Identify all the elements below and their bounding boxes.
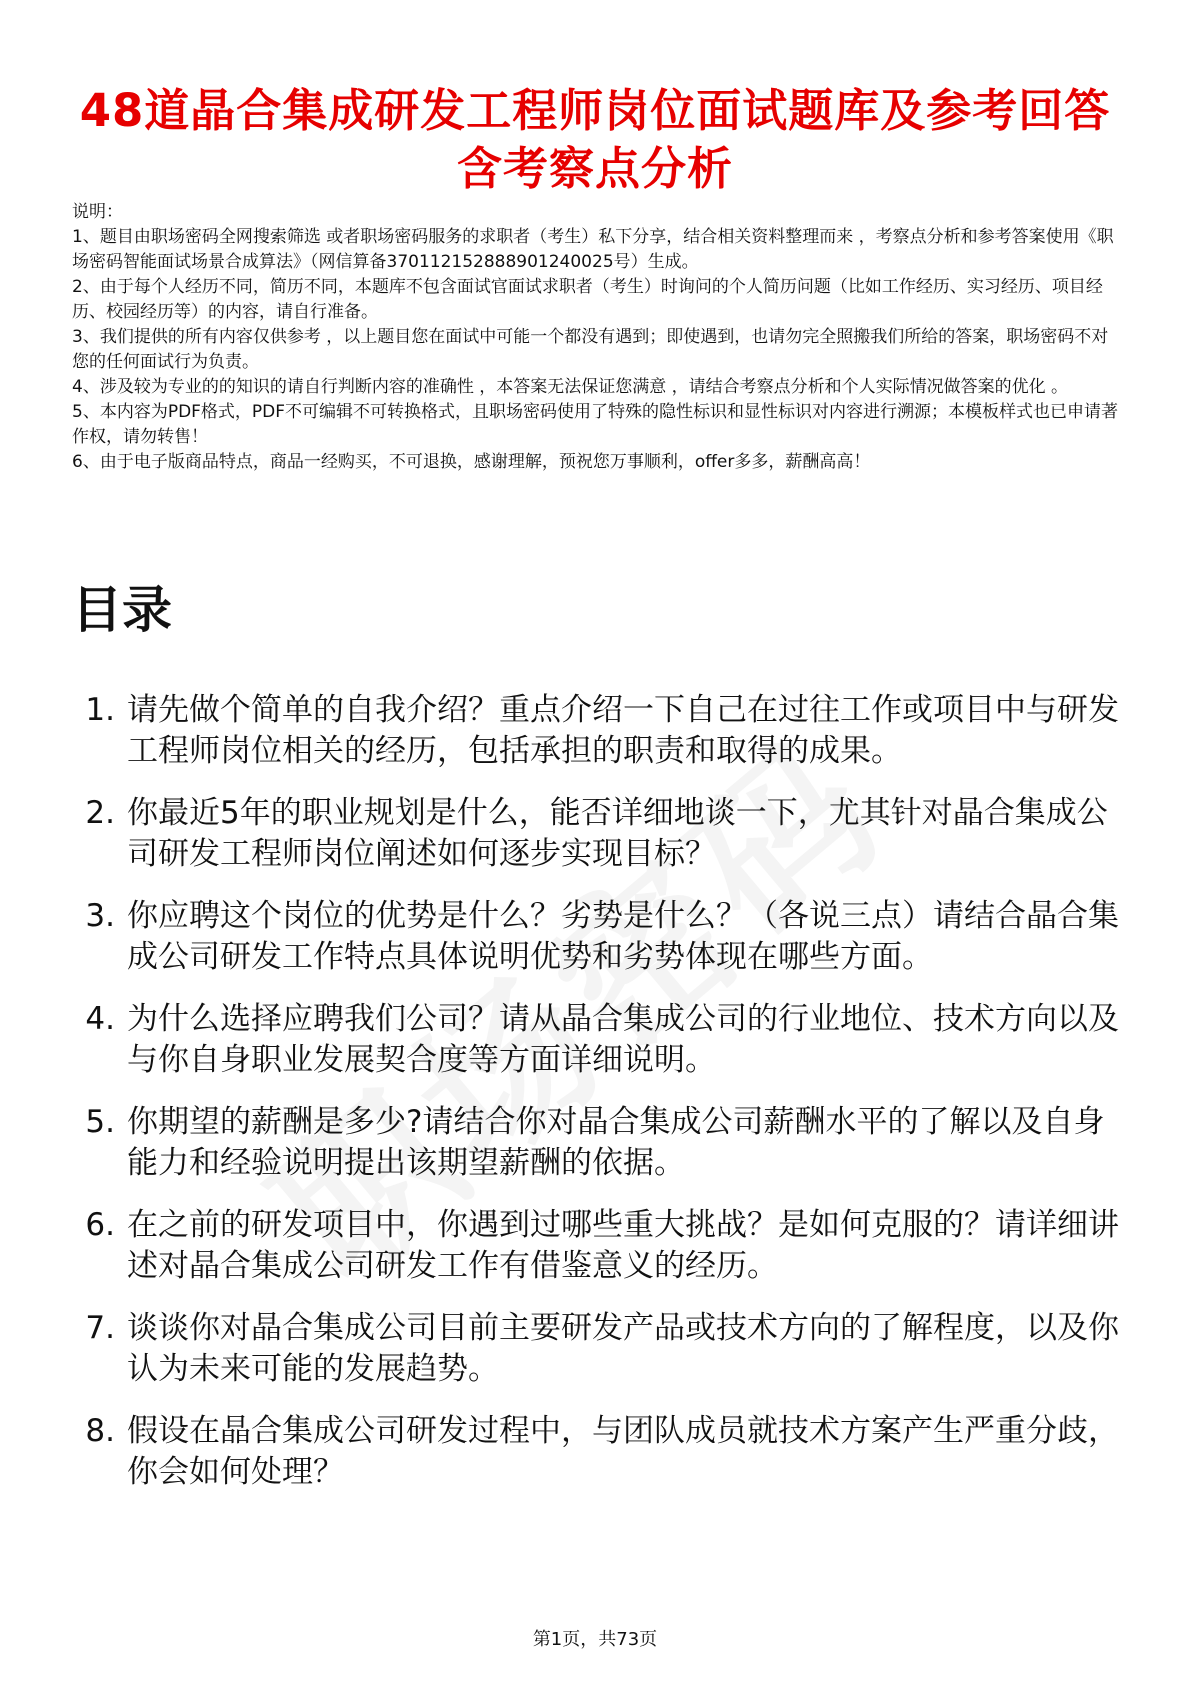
toc-item-text: 请先做个简单的自我介绍？重点介绍一下自己在过往工作或项目中与研发工程师岗位相关的经历，包括承担的职责和取得的成果。 [127, 692, 1119, 769]
toc-item [72, 896, 1132, 978]
note-item: 3、我们提供的所有内容仅供参考 ，以上题目您在面试中可能一个都没有遇到；即使遇到，也请勿完全照搬我们所给的答案，职场密码不对您的任何面试行为负责。 [72, 327, 1109, 372]
note-item: 5、本内容为PDF格式，PDF不可编辑不可转换格式，且职场密码使用了特殊的隐性标识和显性标识对内容进行溯源；本模板样式也已申请著作权，请勿转售！ [72, 402, 1119, 447]
note-item: 6、由于电子版商品特点，商品一经购买，不可退换，感谢理解，预祝您万事顺利，offer多多，薪酬高高！ [72, 452, 871, 472]
toc-item-number: 3. [85, 898, 115, 934]
page-number-footer: 第1页，共73页 [532, 1629, 658, 1650]
note-item: 1、题目由职场密码全网搜索筛选 或者职场密码服务的求职者（考生）私下分享，结合相关资料整理而来 ，考察点分析和参考答案使用《职场密码智能面试场景合成算法》（网信算备370112152888901240025号）生成。 [72, 227, 1114, 272]
toc-item [72, 1308, 1132, 1390]
toc-item-text: 为什么选择应聘我们公司？请从晶合集成公司的行业地位、技术方向以及与你自身职业发展契合度等方面详细说明。 [127, 1001, 1119, 1078]
toc-item-number: 2. [85, 795, 115, 831]
toc-item-number: 7. [85, 1310, 115, 1346]
notes-label: 说明： [72, 202, 123, 222]
toc-item-text: 假设在晶合集成公司研发过程中，与团队成员就技术方案产生严重分歧，你会如何处理？ [127, 1413, 1119, 1490]
toc-item-text: 你期望的薪酬是多少?请结合你对晶合集成公司薪酬水平的了解以及自身能力和经验说明提出该期望薪酬的依据。 [127, 1104, 1105, 1181]
toc-item [72, 999, 1132, 1081]
toc-item [72, 793, 1132, 875]
toc-list [72, 690, 1132, 1514]
toc-item [72, 690, 1132, 772]
toc-item-number: 1. [85, 692, 115, 728]
toc-item-number: 5. [85, 1104, 115, 1140]
toc-item-text: 在之前的研发项目中，你遇到过哪些重大挑战？是如何克服的？请详细讲述对晶合集成公司研发工作有借鉴意义的经历。 [127, 1207, 1119, 1284]
toc-item-number: 8. [85, 1413, 115, 1449]
toc-item-number: 4. [85, 1001, 115, 1037]
toc-item-text: 你应聘这个岗位的优势是什么？劣势是什么？（各说三点）请结合晶合集成公司研发工作特点具体说明优势和劣势体现在哪些方面。 [127, 898, 1119, 975]
toc-heading: 目录 [72, 581, 172, 639]
toc-item-number: 6. [85, 1207, 115, 1243]
toc-item [72, 1411, 1132, 1493]
document-title: 48道晶合集成研发工程师岗位面试题库及参考回答含考察点分析 [79, 84, 1111, 196]
toc-item-text: 你最近5年的职业规划是什么，能否详细地谈一下，尤其针对晶合集成公司研发工程师岗位阐述如何逐步实现目标？ [127, 795, 1108, 872]
note-item: 4、涉及较为专业的的知识的请自行判断内容的准确性 ，本答案无法保证您满意 ，请结合考察点分析和个人实际情况做答案的优化 。 [72, 377, 1069, 397]
toc-item-text: 谈谈你对晶合集成公司目前主要研发产品或技术方向的了解程度，以及你认为未来可能的发展趋势。 [127, 1310, 1119, 1387]
toc-item [72, 1205, 1132, 1287]
note-item: 2、由于每个人经历不同，简历不同，本题库不包含面试官面试求职者（考生）时询问的个人简历问题（比如工作经历、实习经历、项目经历、校园经历等）的内容，请自行准备。 [72, 277, 1103, 322]
notes-section [72, 200, 1122, 475]
toc-item [72, 1102, 1132, 1184]
